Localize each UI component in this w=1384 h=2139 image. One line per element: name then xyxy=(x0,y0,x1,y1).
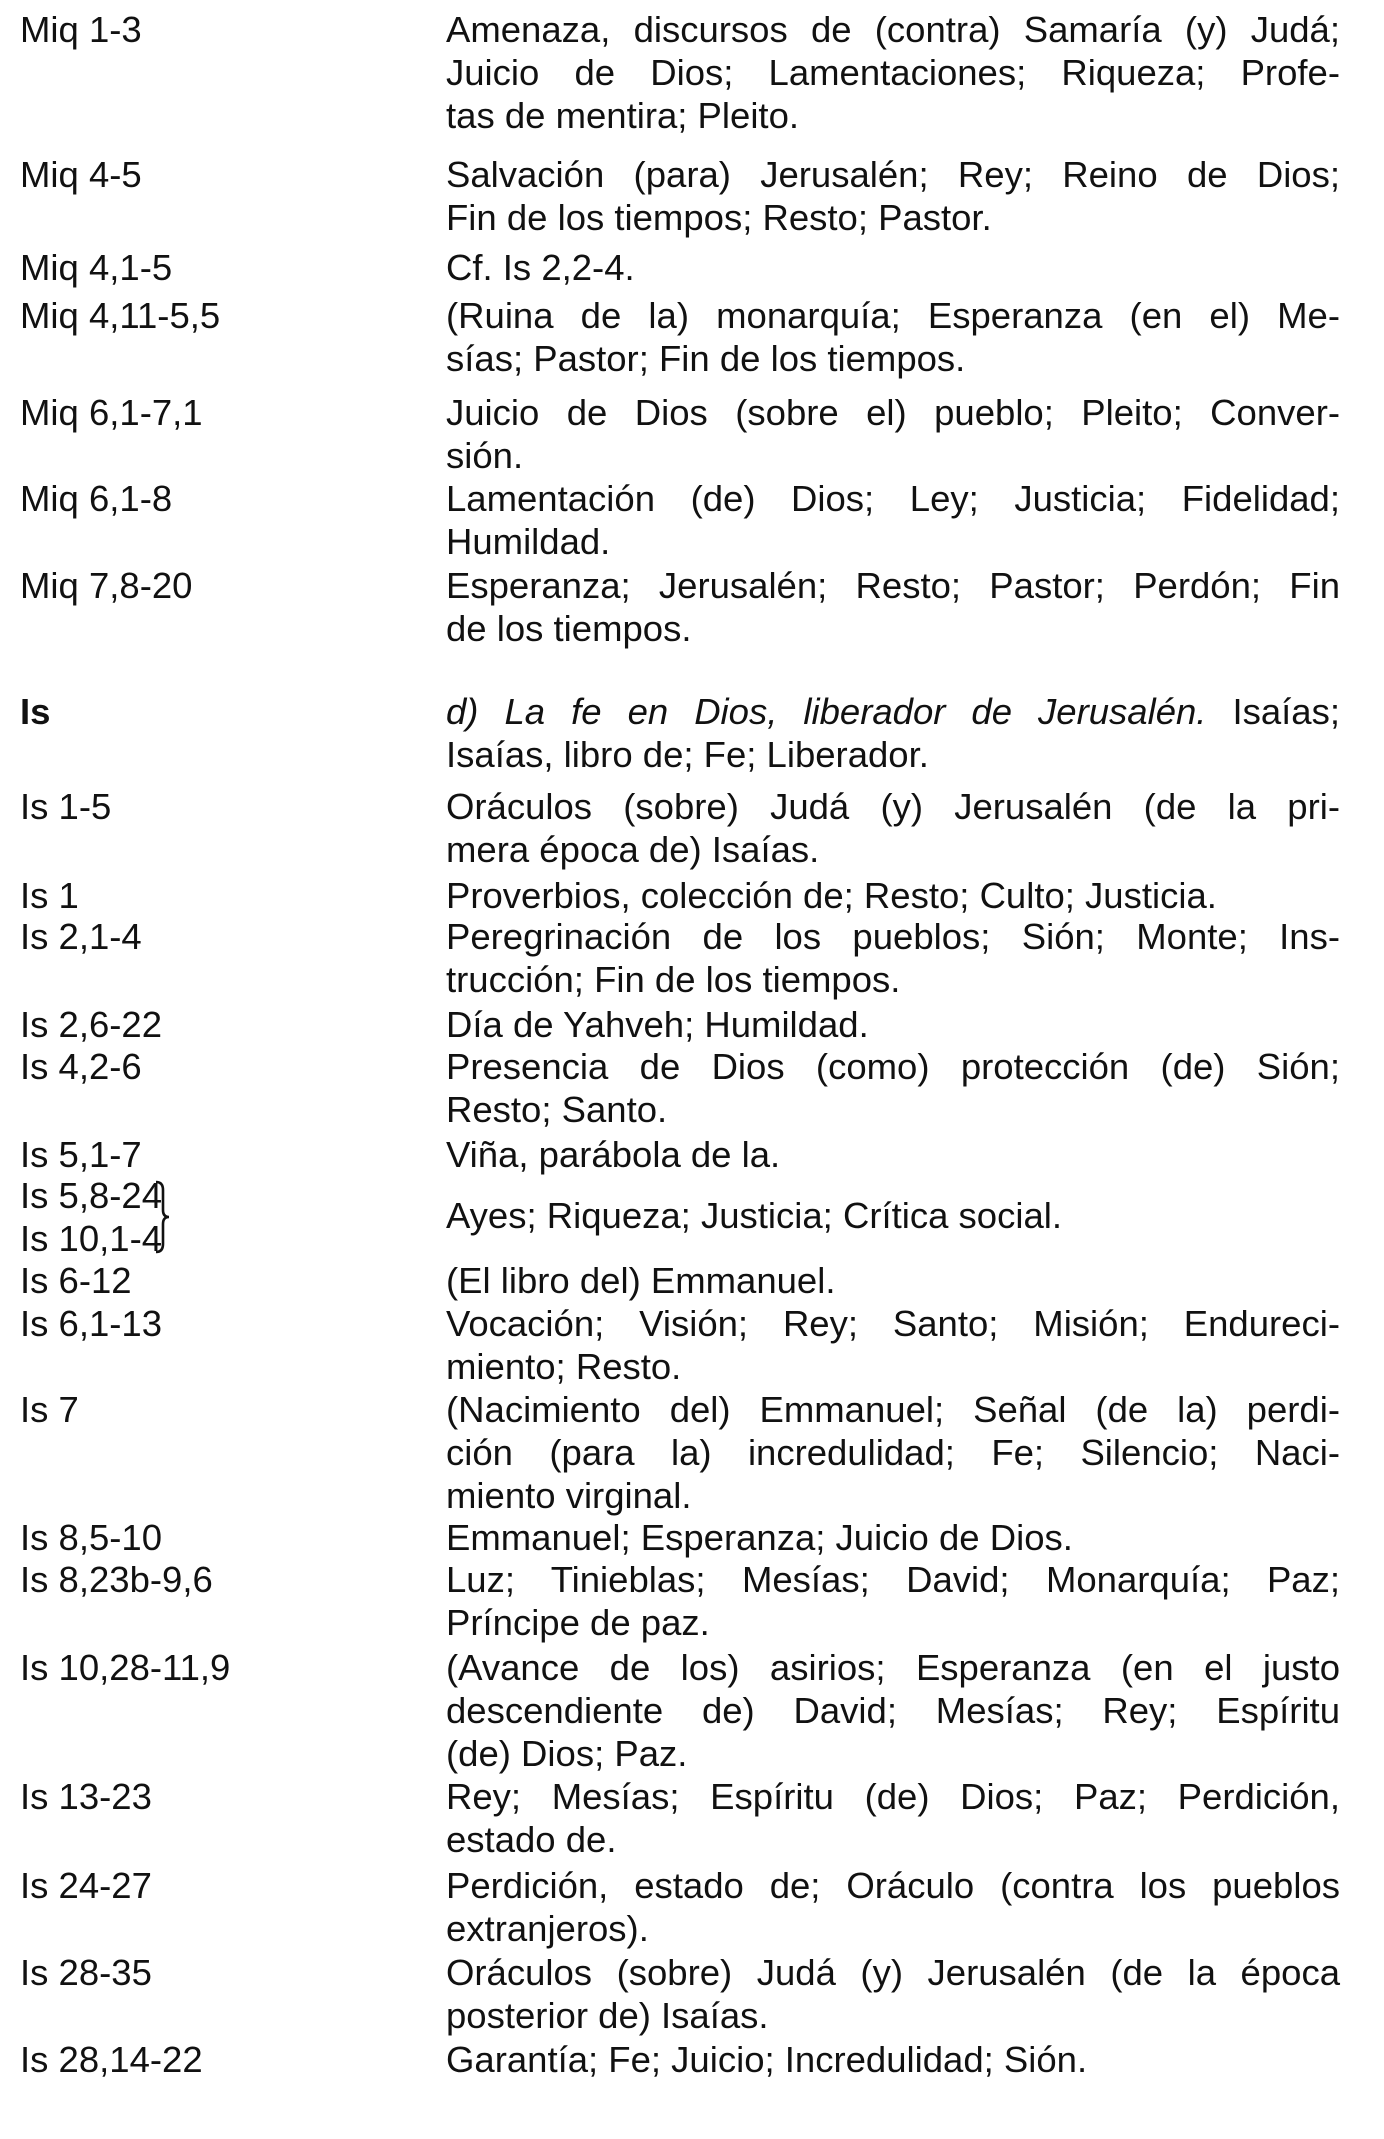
description-line: trucción; Fin de los tiempos. xyxy=(446,959,901,1000)
description-line: Día de Yahveh; Humildad. xyxy=(446,1004,869,1045)
description-line: Viña, parábola de la. xyxy=(446,1134,781,1175)
description-line: Ayes; Riqueza; Justicia; Crítica social. xyxy=(446,1195,1063,1236)
description-line: Amenaza, discursos de (contra) Samaría (y) Judá; xyxy=(446,9,1340,50)
entry-reference: Is 10,1-4 xyxy=(20,1218,163,1259)
entry-reference: Miq 4,11-5,5 xyxy=(20,295,221,336)
description-line: miento virginal. xyxy=(446,1475,692,1516)
description-line: posterior de) Isaías. xyxy=(446,1995,769,2036)
entry-description xyxy=(446,1133,1340,1176)
entry-description xyxy=(446,294,1340,380)
entry-description xyxy=(446,1388,1340,1517)
description-line: Luz; Tinieblas; Mesías; David; Monarquía; Paz; xyxy=(446,1559,1340,1600)
entry-description xyxy=(446,246,1340,289)
description-line: Isaías, libro de; Fe; Liberador. xyxy=(446,734,929,775)
entry-reference: Is 5,1-7 xyxy=(20,1134,142,1175)
entry-description xyxy=(446,1646,1340,1775)
entry-description xyxy=(446,874,1340,917)
entry-reference: Is 2,1-4 xyxy=(20,916,142,957)
description-line xyxy=(446,690,1340,733)
entry-description xyxy=(446,1045,1340,1131)
description-line: sías; Pastor; Fin de los tiempos. xyxy=(446,338,966,379)
entry-description xyxy=(446,1516,1340,1559)
description-line: Emmanuel; Esperanza; Juicio de Dios. xyxy=(446,1517,1073,1558)
entry-reference: Miq 6,1-7,1 xyxy=(20,392,203,433)
description-line: (Nacimiento del) Emmanuel; Señal (de la) perdi- xyxy=(446,1389,1340,1430)
curly-brace-icon xyxy=(152,1180,172,1254)
entry-description xyxy=(446,1951,1340,2037)
description-line: Oráculos (sobre) Judá (y) Jerusalén (de la época xyxy=(446,1952,1340,1993)
description-line: Oráculos (sobre) Judá (y) Jerusalén (de la pri- xyxy=(446,786,1340,827)
description-line: Rey; Mesías; Espíritu (de) Dios; Paz; Perdición, xyxy=(446,1776,1340,1817)
description-line: tas de mentira; Pleito. xyxy=(446,95,800,136)
entry-reference: Is 24-27 xyxy=(20,1865,152,1906)
entry-reference: Miq 7,8-20 xyxy=(20,565,193,606)
entry-reference: Is 4,2-6 xyxy=(20,1046,142,1087)
entry-description xyxy=(446,477,1340,563)
description-line: Fin de los tiempos; Resto; Pastor. xyxy=(446,197,992,238)
entry-description xyxy=(446,1775,1340,1861)
entry-description xyxy=(446,915,1340,1001)
description-line: (El libro del) Emmanuel. xyxy=(446,1260,836,1301)
description-line: mera época de) Isaías. xyxy=(446,829,820,870)
description-line: sión. xyxy=(446,435,524,476)
entry-reference: Miq 1-3 xyxy=(20,9,142,50)
description-line: estado de. xyxy=(446,1819,617,1860)
description-line: Cf. Is 2,2-4. xyxy=(446,247,635,288)
description-line: (de) Dios; Paz. xyxy=(446,1733,688,1774)
section-reference: Is xyxy=(20,691,51,732)
description-line: Juicio de Dios (sobre el) pueblo; Pleito; Conver- xyxy=(446,392,1340,433)
description-line: miento; Resto. xyxy=(446,1346,682,1387)
entry-reference: Miq 6,1-8 xyxy=(20,478,173,519)
entry-reference: Is 6,1-13 xyxy=(20,1303,163,1344)
description-line: (Avance de los) asirios; Esperanza (en el justo xyxy=(446,1647,1340,1688)
description-line: Salvación (para) Jerusalén; Rey; Reino de Dios; xyxy=(446,154,1340,195)
description-line: descendiente de) David; Mesías; Rey; Espíritu xyxy=(446,1690,1340,1731)
description-line: Proverbios, colección de; Resto; Culto; Justicia. xyxy=(446,875,1217,916)
entry-reference: Is 2,6-22 xyxy=(20,1004,163,1045)
entry-reference: Is 8,5-10 xyxy=(20,1517,163,1558)
description-line: Príncipe de paz. xyxy=(446,1602,710,1643)
description-line: Resto; Santo. xyxy=(446,1089,668,1130)
description-line: ción (para la) incredulidad; Fe; Silencio; Naci- xyxy=(446,1432,1340,1473)
description-line: de los tiempos. xyxy=(446,608,692,649)
entry-reference: Is 28-35 xyxy=(20,1952,152,1993)
section-title: d) La fe en Dios, liberador de Jerusalén. xyxy=(446,691,1207,732)
entry-reference: Is 28,14-22 xyxy=(20,2039,203,2080)
entry-reference: Is 1 xyxy=(20,875,79,916)
entry-description xyxy=(446,1558,1340,1644)
description-line: Peregrinación de los pueblos; Sión; Monte; Ins- xyxy=(446,916,1340,957)
entry-reference: Is 6-12 xyxy=(20,1260,132,1301)
entry-reference: Is 7 xyxy=(20,1389,79,1430)
entry-description xyxy=(446,1194,1340,1237)
description-line: Vocación; Visión; Rey; Santo; Misión; Endureci- xyxy=(446,1303,1340,1344)
entry-reference: Is 8,23b-9,6 xyxy=(20,1559,213,1600)
entry-description xyxy=(446,2038,1340,2081)
reference-group xyxy=(20,1174,162,1260)
entry-description xyxy=(446,690,1340,776)
entry-reference: Miq 4,1-5 xyxy=(20,247,173,288)
entry-description xyxy=(446,564,1340,650)
entry-description xyxy=(446,1302,1340,1388)
description-line: Esperanza; Jerusalén; Resto; Pastor; Perdón; Fin xyxy=(446,565,1340,606)
entry-reference: Is 5,8-24 xyxy=(20,1175,163,1216)
section-title-rest: Isaías; xyxy=(1206,691,1340,732)
entry-reference: Miq 4-5 xyxy=(20,154,142,195)
description-line: Humildad. xyxy=(446,521,611,562)
entry-reference: Is 13-23 xyxy=(20,1776,152,1817)
entry-description xyxy=(446,1259,1340,1302)
entry-reference: Is 10,28-11,9 xyxy=(20,1647,231,1688)
description-line: extranjeros). xyxy=(446,1908,649,1949)
description-line: Garantía; Fe; Juicio; Incredulidad; Sión. xyxy=(446,2039,1088,2080)
entry-reference: Is 1-5 xyxy=(20,786,112,827)
description-line: Lamentación (de) Dios; Ley; Justicia; Fidelidad; xyxy=(446,478,1340,519)
description-line: Juicio de Dios; Lamentaciones; Riqueza; Profe- xyxy=(446,52,1340,93)
entry-description xyxy=(446,1864,1340,1950)
entry-description xyxy=(446,391,1340,477)
description-line: (Ruina de la) monarquía; Esperanza (en el) Me- xyxy=(446,295,1340,336)
entry-description xyxy=(446,153,1340,239)
description-line: Perdición, estado de; Oráculo (contra los pueblos xyxy=(446,1865,1340,1906)
entry-description xyxy=(446,785,1340,871)
entry-description xyxy=(446,8,1340,137)
description-line: Presencia de Dios (como) protección (de) Sión; xyxy=(446,1046,1340,1087)
entry-description xyxy=(446,1003,1340,1046)
